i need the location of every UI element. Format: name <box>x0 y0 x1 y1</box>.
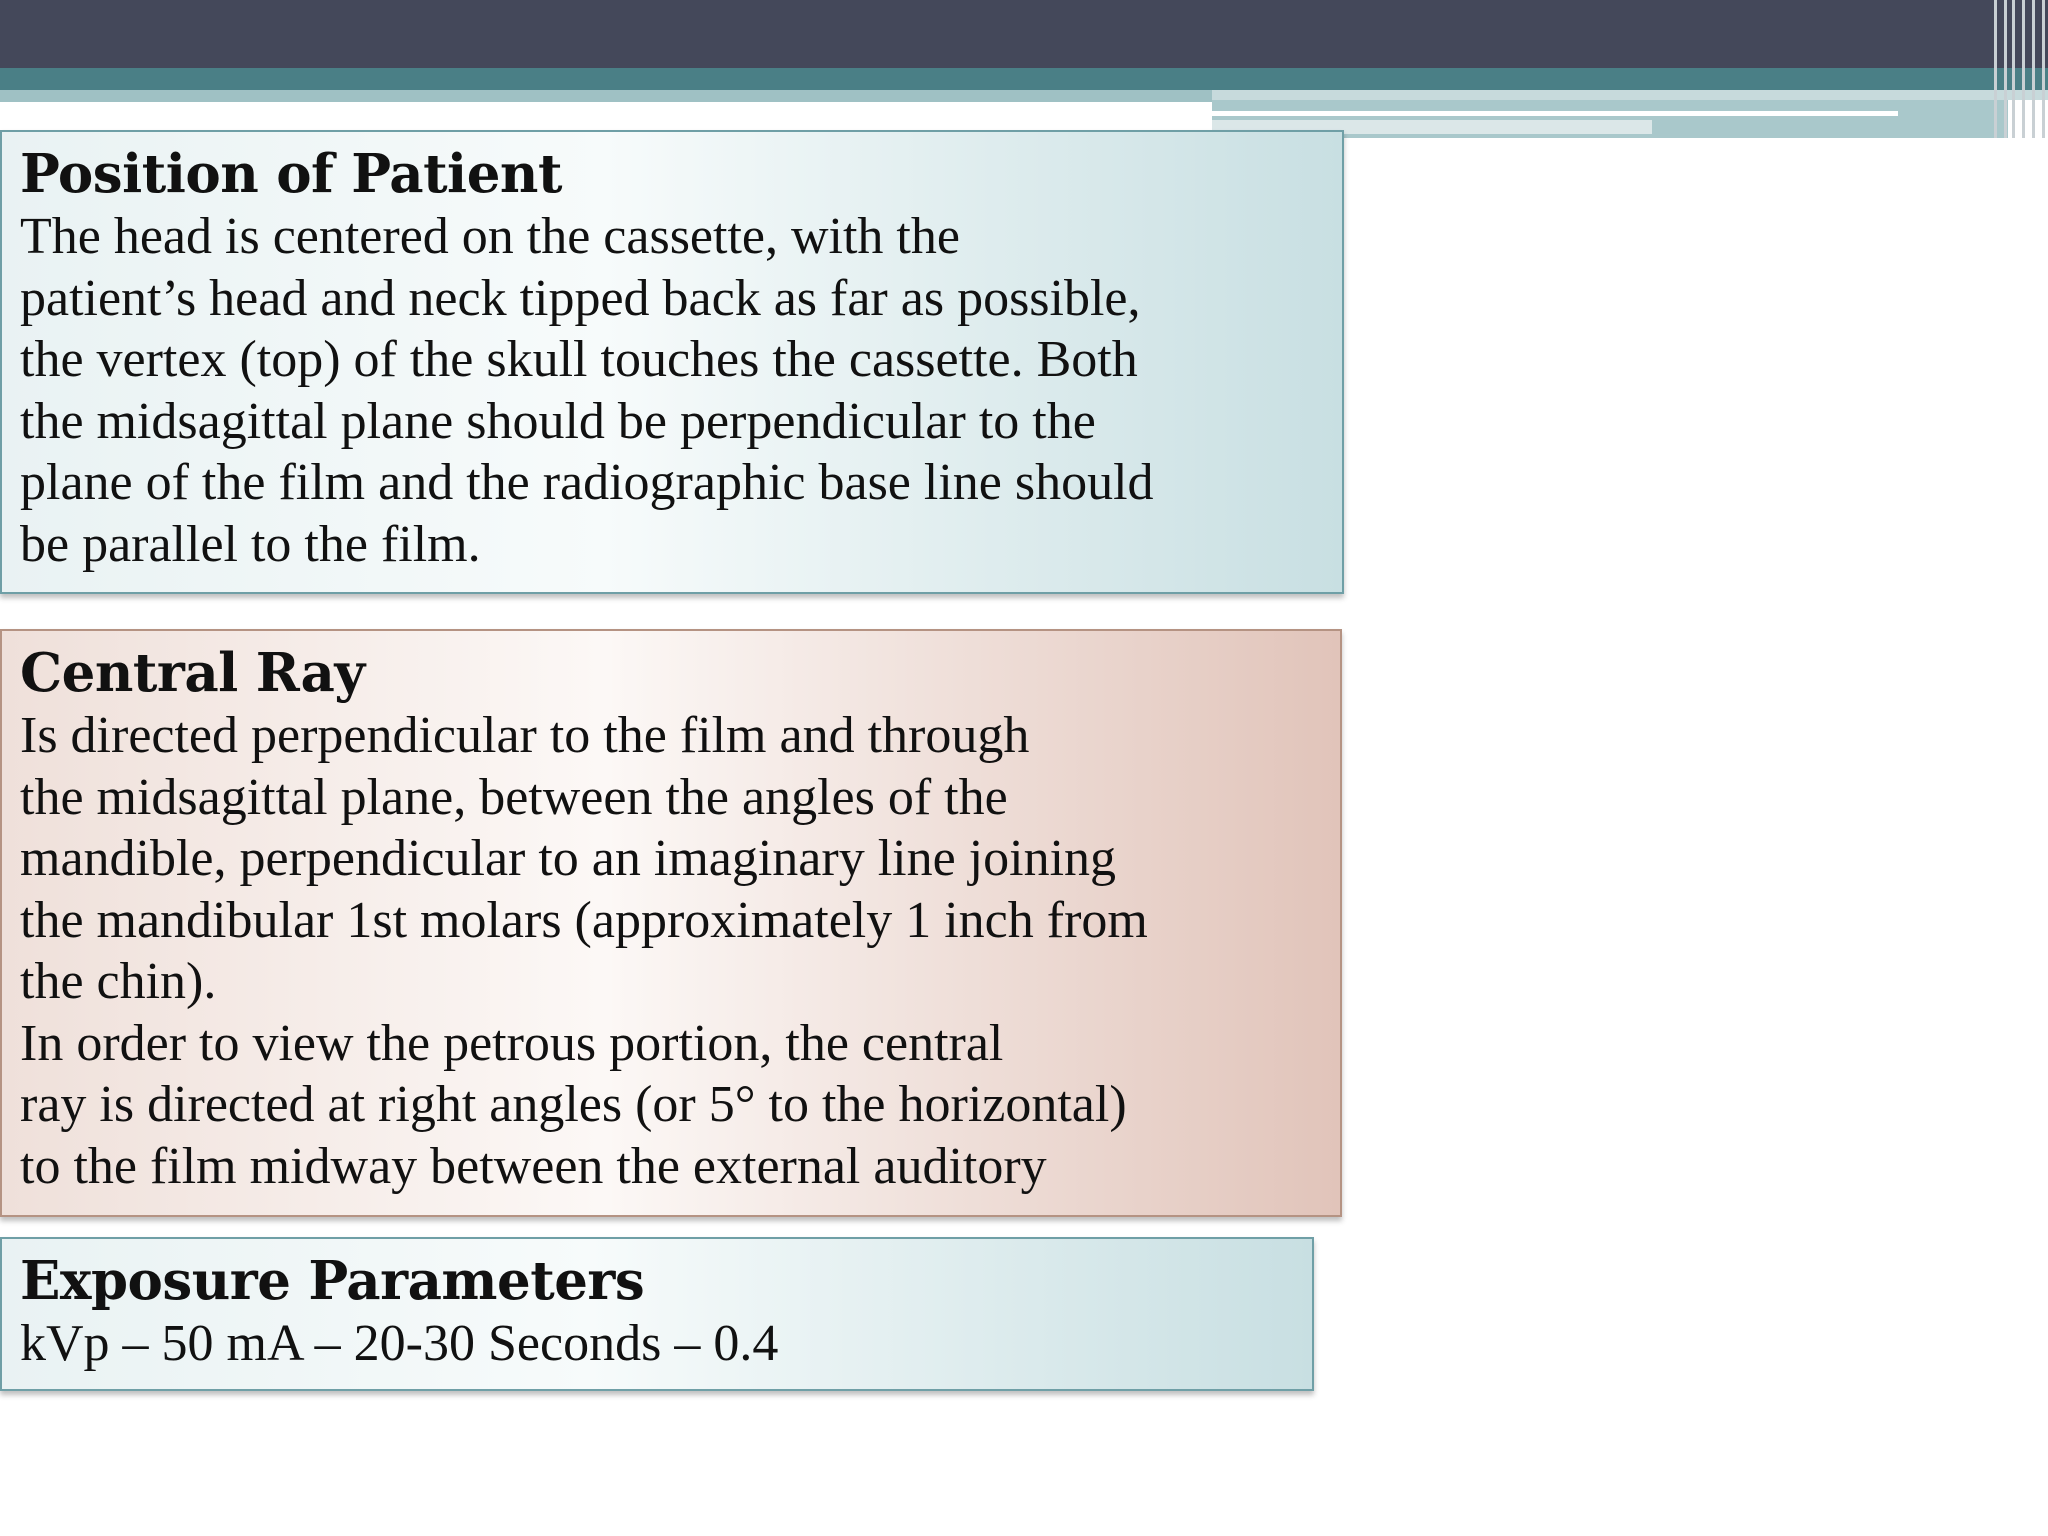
header-dark-bar <box>0 0 2048 68</box>
exposure-parameters-box <box>0 1237 1314 1391</box>
header-white-line <box>1212 111 1898 116</box>
position-of-patient-text: The head is centered on the cassette, with the patient’s head and neck tipped back as far as possible, the vertex (top) of the skull touches the cassette. Both the midsagittal plane should be perpendicular to the plane of the film and the radiographic base line should be parallel to the film. <box>20 208 1154 573</box>
position-of-patient-box <box>0 130 1344 594</box>
exposure-parameters-title: Exposure Parameters <box>20 1250 645 1312</box>
header-light-bar <box>0 90 1212 102</box>
header-light-bar-right <box>1212 90 2048 100</box>
position-of-patient-title: Position of Patient <box>20 143 562 205</box>
central-ray-box <box>0 629 1342 1217</box>
exposure-parameters-text: kVp – 50 mA – 20-30 Seconds – 0.4 <box>20 1315 779 1372</box>
central-ray-text: Is directed perpendicular to the film and through the midsagittal plane, between the angles of the mandible, perpendicular to an imaginary line joining the mandibular 1st molars (approximately 1 inch from the chin). In order to view the petrous portion, the central ray is directed at right angles (or 5° to the horizontal) to the film midway between the external auditory <box>20 707 1148 1195</box>
header-teal-bar <box>0 68 2048 90</box>
central-ray-title: Central Ray <box>20 642 365 704</box>
header-edge-stripes <box>1988 0 2048 138</box>
